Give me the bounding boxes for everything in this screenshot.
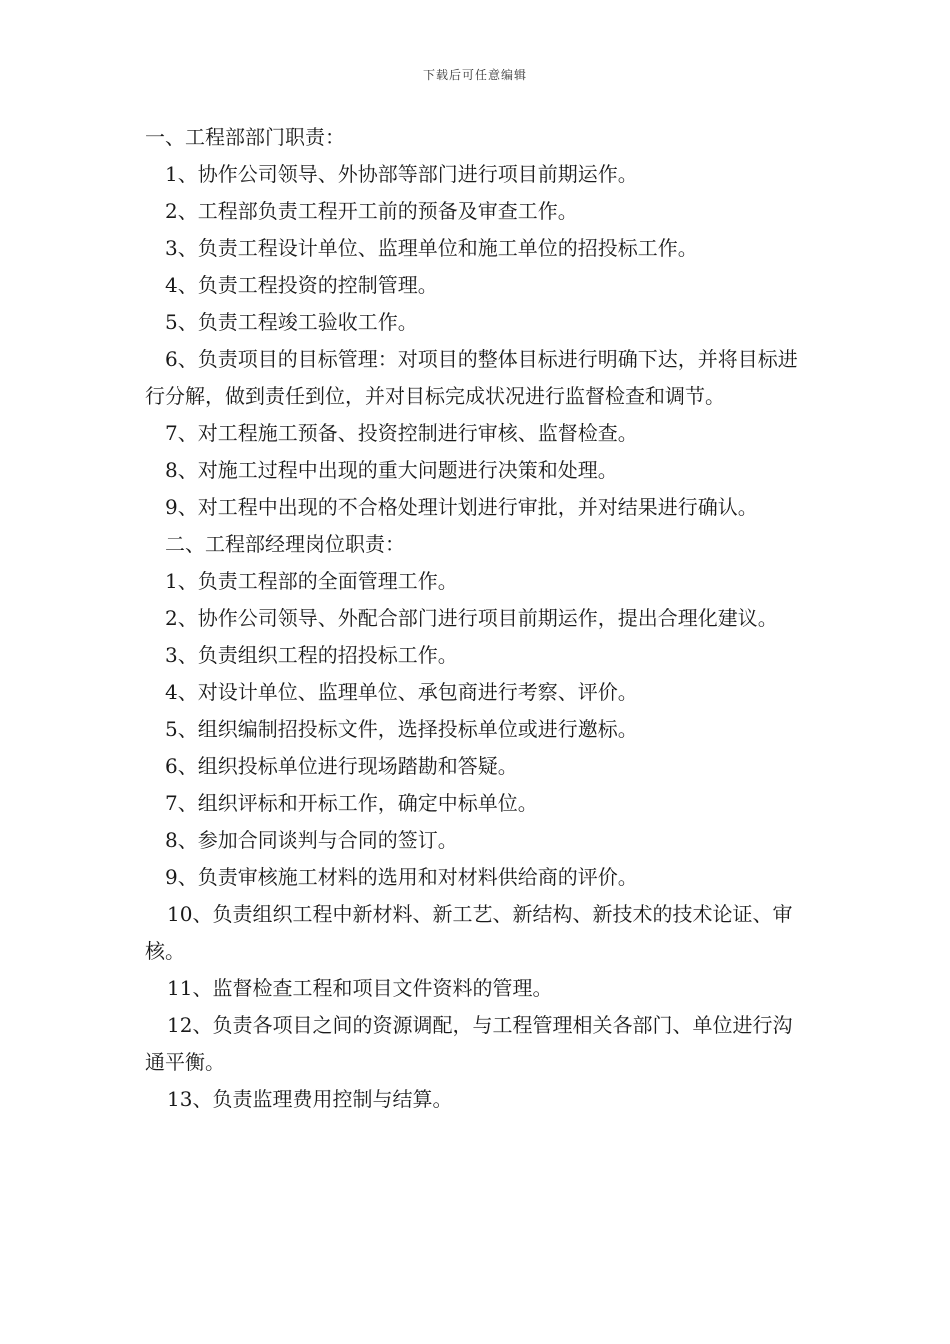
section-1-item-7: 7、对工程施工预备、投资控制进行审核、监督检查。 [165, 421, 638, 445]
section-1-item-2: 2、工程部负责工程开工前的预备及审查工作。 [165, 199, 578, 223]
section-2-item-11: 11、监督检查工程和项目文件资料的管理。 [167, 976, 553, 1000]
section-1-item-3: 3、负责工程设计单位、监理单位和施工单位的招投标工作。 [165, 236, 698, 260]
section-1-item-8: 8、对施工过程中出现的重大问题进行决策和处理。 [165, 458, 618, 482]
section-1-item-6: 6、负责项目的目标管理：对项目的整体目标进行明确下达，并将目标进行分解，做到责任到位，并对目标完成状况进行监督检查和调节。 [145, 347, 798, 408]
section-2-item-10: 10、负责组织工程中新材料、新工艺、新结构、新技术的技术论证、审核。 [145, 902, 793, 963]
section-2-item-13: 13、负责监理费用控制与结算。 [167, 1087, 453, 1111]
section-1-item-1: 1、协作公司领导、外协部等部门进行项目前期运作。 [165, 162, 638, 186]
section-2-item-1: 1、负责工程部的全面管理工作。 [165, 569, 458, 593]
section-2-item-8: 8、参加合同谈判与合同的签订。 [165, 828, 458, 852]
section-1-item-4: 4、负责工程投资的控制管理。 [165, 273, 438, 297]
section-2-item-6: 6、组织投标单位进行现场踏勘和答疑。 [165, 754, 518, 778]
section-2-heading: 二、工程部经理岗位职责： [165, 532, 405, 556]
section-2-item-4: 4、对设计单位、监理单位、承包商进行考察、评价。 [165, 680, 638, 704]
section-1-heading: 一、工程部部门职责： [145, 125, 345, 149]
section-1-item-5: 5、负责工程竣工验收工作。 [165, 310, 418, 334]
section-2-item-9: 9、负责审核施工材料的选用和对材料供给商的评价。 [165, 865, 638, 889]
section-2-item-7: 7、组织评标和开标工作，确定中标单位。 [165, 791, 538, 815]
section-1-item-9: 9、对工程中出现的不合格处理计划进行审批，并对结果进行确认。 [165, 495, 758, 519]
section-2-item-5: 5、组织编制招投标文件，选择投标单位或进行邀标。 [165, 717, 638, 741]
section-2-item-3: 3、负责组织工程的招投标工作。 [165, 643, 458, 667]
section-2-item-12: 12、负责各项目之间的资源调配，与工程管理相关各部门、单位进行沟通平衡。 [145, 1013, 793, 1074]
document-body [145, 119, 810, 1118]
section-2-item-2: 2、协作公司领导、外配合部门进行项目前期运作，提出合理化建议。 [165, 606, 778, 630]
page-header-watermark: 下载后可任意编辑 [422, 68, 527, 82]
